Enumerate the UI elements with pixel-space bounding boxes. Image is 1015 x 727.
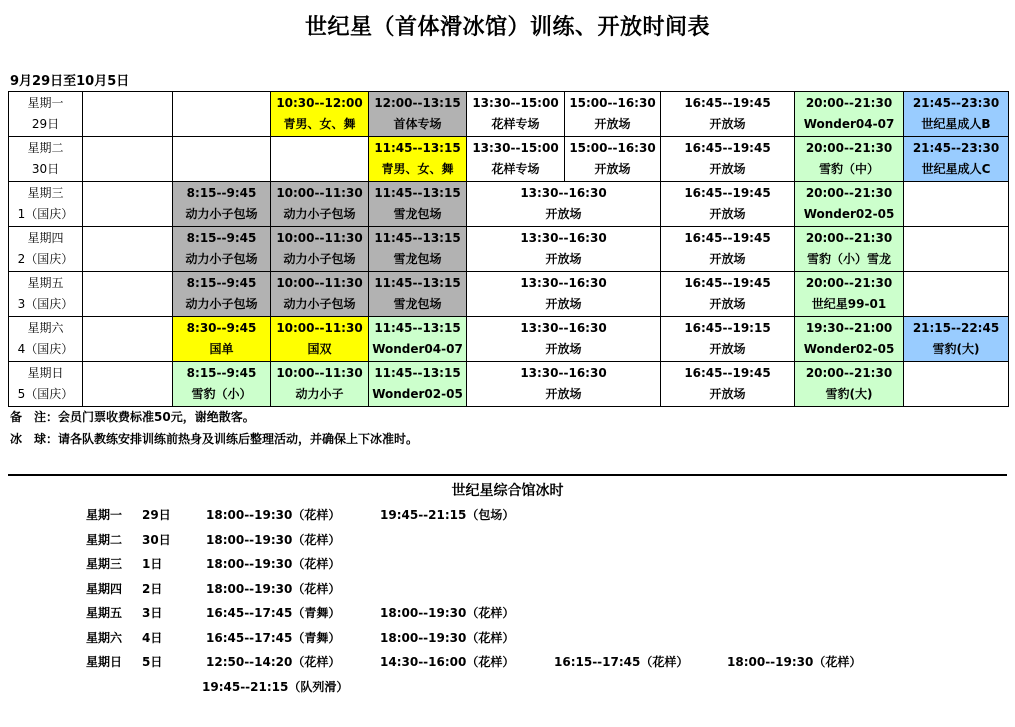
slot-label: 开放场 xyxy=(545,252,582,266)
slot-cell xyxy=(467,92,565,137)
slot-cell xyxy=(904,92,1009,137)
notes xyxy=(10,406,418,450)
slot-label: 开放场 xyxy=(709,252,746,266)
day-name: 星期三 xyxy=(27,186,64,200)
slot-label: 动力小子包场 xyxy=(185,297,258,311)
slot-time: 15:00--16:30 xyxy=(569,96,656,110)
slot-cell xyxy=(565,92,661,137)
slot-cell xyxy=(83,317,173,362)
day-name: 星期二 xyxy=(27,141,64,155)
slot-time: 21:45--23:30 xyxy=(912,96,1000,110)
slot-cell xyxy=(467,362,661,407)
slot-time: 20:00--21:30 xyxy=(805,366,893,380)
slot-cell xyxy=(271,92,369,137)
date-range: 9月29日至10月5日 xyxy=(10,74,130,89)
slot-cell xyxy=(904,317,1009,362)
day-name: 星期六 xyxy=(27,321,64,335)
slot-time: 16:45--19:45 xyxy=(684,276,771,290)
complex-day: 星期一 xyxy=(86,508,123,522)
schedule-row xyxy=(9,317,1009,362)
complex-date: 1日 xyxy=(142,557,163,571)
slot-label: 世纪星成人C xyxy=(921,162,991,176)
slot-cell xyxy=(271,317,369,362)
slot-cell xyxy=(661,137,795,182)
complex-slot: 18:00--19:30（花样） xyxy=(380,630,515,645)
complex-slot: 18:00--19:30（花样） xyxy=(206,508,341,522)
slot-time: 20:00--21:30 xyxy=(805,96,893,110)
slot-time: 11:45--13:15 xyxy=(374,276,461,290)
slot-time: 10:00--11:30 xyxy=(276,321,363,335)
slot-cell xyxy=(83,362,173,407)
slot-time: 11:45--13:15 xyxy=(374,231,461,245)
complex-extra-slot: 19:45--21:15（队列滑） xyxy=(202,679,349,694)
slot-cell xyxy=(369,92,467,137)
complex-slot: 18:00--19:30（花样） xyxy=(380,606,515,620)
day-date: 2（国庆） xyxy=(17,252,74,266)
slot-cell xyxy=(369,317,467,362)
slot-cell xyxy=(795,137,904,182)
slot-cell xyxy=(369,227,467,272)
slot-label: 开放场 xyxy=(594,162,631,176)
slot-time: 10:00--11:30 xyxy=(276,366,363,380)
slot-label: Wonder02-05 xyxy=(803,342,895,356)
slot-label: 雪龙包场 xyxy=(393,252,442,266)
slot-time: 16:45--19:45 xyxy=(684,186,771,200)
day-name: 星期五 xyxy=(27,276,64,290)
slot-time: 21:45--23:30 xyxy=(912,141,1000,155)
slot-time: 20:00--21:30 xyxy=(805,141,893,155)
schedule-row xyxy=(9,362,1009,407)
day-cell xyxy=(9,137,83,182)
slot-time: 11:45--13:15 xyxy=(374,186,461,200)
day-date: 5（国庆） xyxy=(17,387,74,401)
slot-time: 11:45--13:15 xyxy=(374,141,461,155)
slot-cell xyxy=(795,92,904,137)
complex-slot: 14:30--16:00（花样） xyxy=(380,655,515,669)
slot-cell xyxy=(83,182,173,227)
slot-label: 动力小子包场 xyxy=(185,207,258,221)
slot-cell xyxy=(173,272,271,317)
slot-cell xyxy=(271,272,369,317)
slot-label: 开放场 xyxy=(709,207,746,221)
slot-cell xyxy=(173,227,271,272)
note-membership: 备 注：会员门票收费标准50元，谢绝散客。 xyxy=(10,410,255,424)
slot-cell xyxy=(173,137,271,182)
schedule-row xyxy=(9,227,1009,272)
complex-slot: 18:00--19:30（花样） xyxy=(727,655,862,669)
slot-cell xyxy=(173,317,271,362)
slot-cell xyxy=(661,227,795,272)
slot-label: Wonder02-05 xyxy=(803,207,895,221)
slot-time: 8:30--9:45 xyxy=(186,321,257,335)
slot-label: 国双 xyxy=(307,342,332,356)
slot-time: 16:45--19:45 xyxy=(684,366,771,380)
slot-cell xyxy=(467,182,661,227)
schedule-row xyxy=(9,92,1009,137)
slot-label: 雪豹(大) xyxy=(825,387,873,401)
slot-cell xyxy=(904,272,1009,317)
complex-date: 29日 xyxy=(142,508,171,522)
slot-label: 动力小子包场 xyxy=(283,297,356,311)
complex-day: 星期二 xyxy=(86,532,123,547)
slot-label: 开放场 xyxy=(709,117,746,131)
slot-label: 开放场 xyxy=(594,117,631,131)
slot-label: 开放场 xyxy=(545,342,582,356)
slot-label: 青男、女、舞 xyxy=(283,117,356,131)
slot-label: 动力小子包场 xyxy=(185,252,258,266)
slot-cell xyxy=(795,317,904,362)
slot-label: 雪龙包场 xyxy=(393,207,442,221)
slot-label: 开放场 xyxy=(709,297,746,311)
slot-time: 13:30--16:30 xyxy=(520,186,607,200)
slot-label: 开放场 xyxy=(709,342,746,356)
slot-time: 20:00--21:30 xyxy=(805,186,893,200)
complex-slot: 18:00--19:30（花样） xyxy=(206,557,341,571)
page-title: 世纪星（首体滑冰馆）训练、开放时间表 xyxy=(304,15,710,40)
slot-time: 19:30--21:00 xyxy=(805,321,893,335)
complex-date: 30日 xyxy=(142,532,171,547)
slot-cell xyxy=(83,227,173,272)
slot-cell xyxy=(83,137,173,182)
day-cell xyxy=(9,362,83,407)
slot-cell xyxy=(904,227,1009,272)
day-name: 星期日 xyxy=(27,366,64,380)
slot-time: 13:30--16:30 xyxy=(520,231,607,245)
day-cell xyxy=(9,272,83,317)
slot-cell xyxy=(661,272,795,317)
slot-label: 开放场 xyxy=(709,162,746,176)
slot-cell xyxy=(795,272,904,317)
slot-label: 雪豹（小）雪龙 xyxy=(806,252,891,266)
slot-cell xyxy=(795,182,904,227)
slot-label: 开放场 xyxy=(709,387,746,401)
slot-time: 10:00--11:30 xyxy=(276,186,363,200)
slot-time: 16:45--19:45 xyxy=(684,231,771,245)
schedule-body xyxy=(9,92,1009,407)
slot-cell xyxy=(271,137,369,182)
slot-label: 首体专场 xyxy=(393,117,442,131)
slot-cell xyxy=(271,182,369,227)
slot-label: 花样专场 xyxy=(491,162,540,176)
complex-slot: 16:45--17:45（青舞） xyxy=(206,606,341,620)
slot-cell xyxy=(661,317,795,362)
complex-date: 3日 xyxy=(142,606,163,620)
slot-time: 11:45--13:15 xyxy=(374,321,461,335)
slot-cell xyxy=(271,362,369,407)
slot-time: 16:45--19:45 xyxy=(684,141,771,155)
slot-cell xyxy=(661,362,795,407)
slot-cell xyxy=(467,272,661,317)
slot-label: 开放场 xyxy=(545,387,582,401)
slot-time: 21:15--22:45 xyxy=(912,321,1000,335)
slot-cell xyxy=(467,137,565,182)
slot-label: 开放场 xyxy=(545,207,582,221)
slot-time: 10:30--12:00 xyxy=(276,96,363,110)
slot-time: 8:15--9:45 xyxy=(186,276,257,290)
day-date: 1（国庆） xyxy=(17,207,74,221)
schedule-row xyxy=(9,182,1009,227)
day-date: 4（国庆） xyxy=(17,342,74,356)
slot-time: 13:30--15:00 xyxy=(472,96,559,110)
slot-time: 20:00--21:30 xyxy=(805,231,893,245)
slot-label: 开放场 xyxy=(545,297,582,311)
day-date: 30日 xyxy=(31,162,60,176)
slot-cell xyxy=(369,182,467,227)
complex-slot: 12:50--14:20（花样） xyxy=(206,655,341,669)
complex-slot: 16:15--17:45（花样） xyxy=(554,655,689,669)
slot-time: 11:45--13:15 xyxy=(374,366,461,380)
slot-label: 雪豹（小） xyxy=(191,387,252,401)
slot-time: 13:30--16:30 xyxy=(520,276,607,290)
divider xyxy=(8,474,1007,476)
slot-cell xyxy=(795,362,904,407)
schedule-table xyxy=(8,91,1009,407)
slot-cell xyxy=(271,227,369,272)
slot-cell xyxy=(904,137,1009,182)
slot-time: 15:00--16:30 xyxy=(569,141,656,155)
note-hockey: 冰 球：请各队教练安排训练前热身及训练后整理活动，并确保上下冰准时。 xyxy=(10,432,419,446)
slot-time: 8:15--9:45 xyxy=(186,366,257,380)
slot-time: 13:30--15:00 xyxy=(472,141,559,155)
slot-time: 13:30--16:30 xyxy=(520,366,607,380)
slot-cell xyxy=(369,137,467,182)
slot-cell xyxy=(467,317,661,362)
slot-cell xyxy=(83,272,173,317)
complex-day: 星期日 xyxy=(86,655,123,669)
complex-day: 星期六 xyxy=(86,630,123,645)
slot-cell xyxy=(83,92,173,137)
slot-label: 世纪星99-01 xyxy=(811,297,887,311)
slot-cell xyxy=(369,362,467,407)
slot-time: 16:45--19:45 xyxy=(684,96,771,110)
slot-time: 13:30--16:30 xyxy=(520,321,607,335)
slot-cell xyxy=(795,227,904,272)
complex-day: 星期三 xyxy=(86,557,123,571)
slot-label: 雪豹（中） xyxy=(818,162,879,176)
day-name: 星期四 xyxy=(27,231,64,245)
slot-time: 12:00--13:15 xyxy=(374,96,461,110)
day-cell xyxy=(9,182,83,227)
day-cell xyxy=(9,227,83,272)
day-cell xyxy=(9,317,83,362)
complex-day: 星期五 xyxy=(86,606,123,620)
complex-day: 星期四 xyxy=(86,581,123,596)
slot-time: 10:00--11:30 xyxy=(276,231,363,245)
complex-slot: 18:00--19:30（花样） xyxy=(206,581,341,596)
slot-label: 雪龙包场 xyxy=(393,297,442,311)
slot-cell xyxy=(173,92,271,137)
slot-cell xyxy=(369,272,467,317)
complex-slot: 18:00--19:30（花样） xyxy=(206,532,341,547)
schedule-row xyxy=(9,137,1009,182)
slot-label: 世纪星成人B xyxy=(921,117,991,131)
complex-slot: 19:45--21:15（包场） xyxy=(380,508,515,522)
day-name: 星期一 xyxy=(27,96,64,110)
complex-title: 世纪星综合馆冰时 xyxy=(451,483,564,499)
slot-cell xyxy=(661,92,795,137)
slot-label: 动力小子 xyxy=(295,387,344,401)
slot-time: 20:00--21:30 xyxy=(805,276,893,290)
slot-label: Wonder04-07 xyxy=(803,117,895,131)
slot-cell xyxy=(173,362,271,407)
slot-cell xyxy=(173,182,271,227)
complex-date: 5日 xyxy=(142,655,163,669)
slot-label: Wonder04-07 xyxy=(372,342,463,356)
slot-label: Wonder02-05 xyxy=(372,387,463,401)
slot-time: 10:00--11:30 xyxy=(276,276,363,290)
complex-slot: 16:45--17:45（青舞） xyxy=(206,630,341,645)
complex-date: 2日 xyxy=(142,581,163,596)
day-date: 29日 xyxy=(31,117,60,131)
day-cell xyxy=(9,92,83,137)
slot-cell xyxy=(467,227,661,272)
slot-label: 动力小子包场 xyxy=(283,207,356,221)
slot-cell xyxy=(661,182,795,227)
slot-time: 8:15--9:45 xyxy=(186,231,257,245)
slot-label: 青男、女、舞 xyxy=(381,162,454,176)
slot-label: 雪豹(大) xyxy=(932,342,980,356)
complex-date: 4日 xyxy=(142,630,163,645)
slot-time: 8:15--9:45 xyxy=(186,186,257,200)
slot-cell xyxy=(565,137,661,182)
schedule-row xyxy=(9,272,1009,317)
slot-cell xyxy=(904,182,1009,227)
slot-label: 国单 xyxy=(209,342,234,356)
slot-time: 16:45--19:15 xyxy=(684,321,771,335)
slot-label: 花样专场 xyxy=(491,117,540,131)
day-date: 3（国庆） xyxy=(17,297,74,311)
slot-cell xyxy=(904,362,1009,407)
slot-label: 动力小子包场 xyxy=(283,252,356,266)
